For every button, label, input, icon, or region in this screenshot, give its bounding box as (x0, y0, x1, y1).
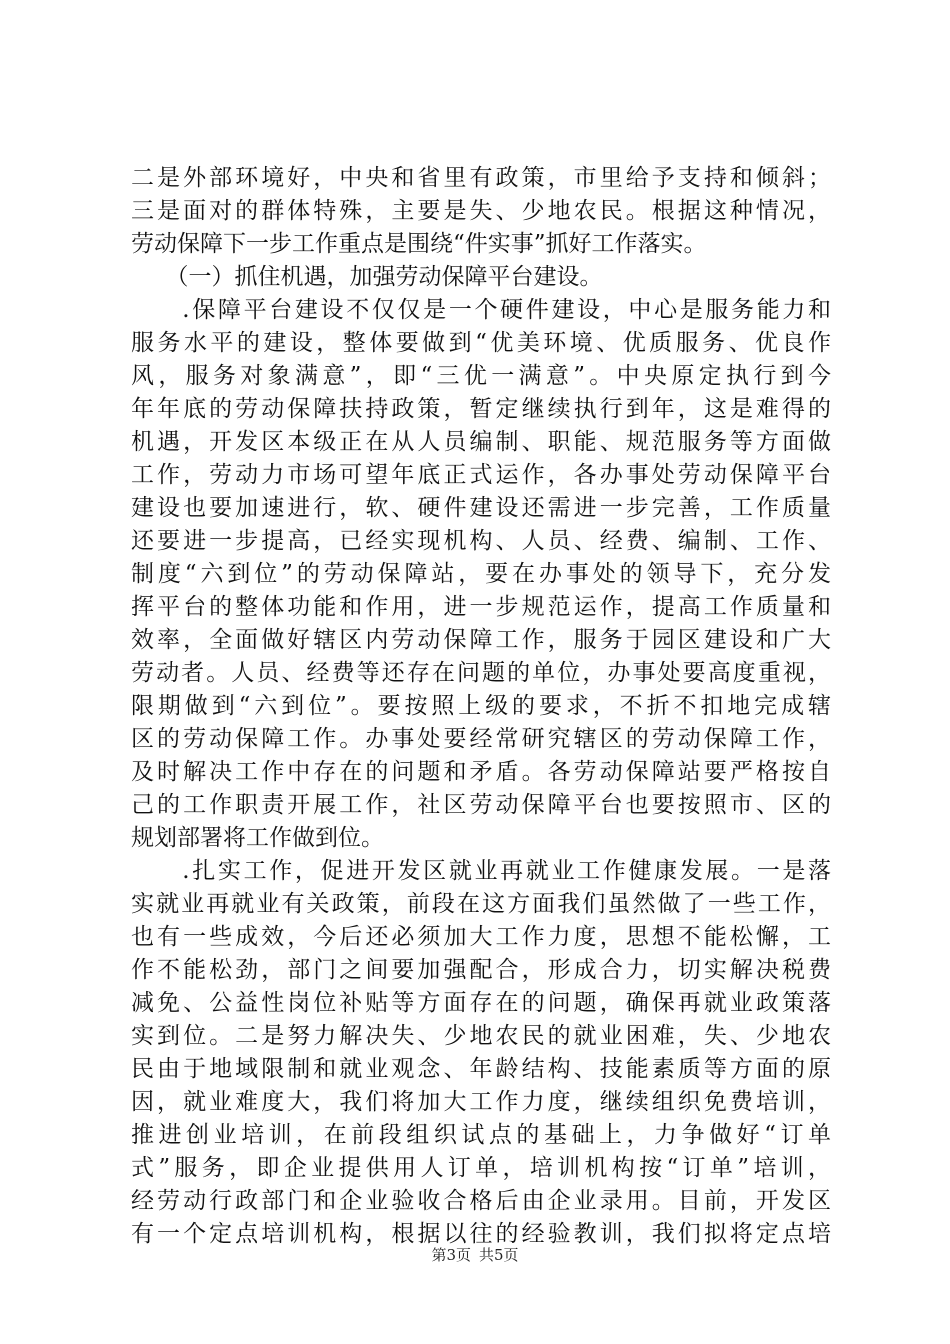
text-line: 工作，劳动力市场可望年底正式运作，各办事处劳动保障平台 (131, 462, 831, 488)
text-line: 及时解决工作中存在的问题和矛盾。各劳动保障站要严格按自 (131, 759, 831, 785)
text-line: 劳动保障下一步工作重点是围绕“件实事”抓好工作落实。 (131, 231, 707, 257)
text-line: 服务水平的建设，整体要做到“优美环境、优质服务、优良作 (131, 330, 831, 356)
text-line: 劳动者。人员、经费等还存在问题的单位，办事处要高度重视， (131, 660, 831, 686)
page-footer (0, 1245, 950, 1265)
text-line: 区的劳动保障工作。办事处要经常研究辖区的劳动保障工作， (131, 726, 831, 752)
text-line: 风，服务对象满意”，即“三优一满意”。中央原定执行到今 (131, 363, 831, 389)
text-line: 推进创业培训，在前段组织试点的基础上，力争做好“订单 (131, 1122, 831, 1148)
text-line: 己的工作职责开展工作，社区劳动保障平台也要按照市、区的 (131, 792, 831, 818)
text-line: 有一个定点培训机构，根据以往的经验教训，我们拟将定点培 (131, 1221, 831, 1247)
text-line: 挥平台的整体功能和作用，进一步规范运作，提高工作质量和 (131, 594, 831, 620)
text-line: 经劳动行政部门和企业验收合格后由企业录用。目前，开发区 (131, 1188, 831, 1214)
text-line: 实到位。二是努力解决失、少地农民的就业困难，失、少地农 (131, 1023, 831, 1049)
text-line: 制度“六到位”的劳动保障站，要在办事处的领导下，充分发 (131, 561, 831, 587)
text-line: 二是外部环境好，中央和省里有政策，市里给予支持和倾斜； (131, 165, 831, 191)
text-line: 因，就业难度大，我们将加大工作力度，继续组织免费培训， (131, 1089, 831, 1115)
text-line: 还要进一步提高，已经实现机构、人员、经费、编制、工作、 (131, 528, 831, 554)
text-line: 限期做到“六到位”。要按照上级的要求，不折不扣地完成辖 (131, 693, 831, 719)
text-line: 式”服务，即企业提供用人订单，培训机构按“订单”培训， (131, 1155, 831, 1181)
text-line: 效率，全面做好辖区内劳动保障工作，服务于园区建设和广大 (131, 627, 831, 653)
text-line: 三是面对的群体特殊，主要是失、少地农民。根据这种情况， (131, 198, 831, 224)
text-line: 建设也要加速进行，软、硬件建设还需进一步完善，工作质量 (131, 495, 831, 521)
text-line: .保障平台建设不仅仅是一个硬件建设，中心是服务能力和 (131, 297, 831, 323)
section-heading: （一）抓住机遇，加强劳动保障平台建设。 (131, 264, 603, 290)
text-line: 民由于地域限制和就业观念、年龄结构、技能素质等方面的原 (131, 1056, 831, 1082)
text-line: 年年底的劳动保障扶持政策，暂定继续执行到年，这是难得的 (131, 396, 831, 422)
document-body (131, 162, 831, 1251)
page-total: 共5页 (479, 1246, 519, 1264)
text-line: .扎实工作，促进开发区就业再就业工作健康发展。一是落 (131, 858, 831, 884)
text-line: 实就业再就业有关政策，前段在这方面我们虽然做了一些工作， (131, 891, 831, 917)
text-line: 规划部署将工作做到位。 (131, 825, 384, 851)
text-line: 也有一些成效，今后还必须加大工作力度，思想不能松懈，工 (131, 924, 831, 950)
page-number: 第3页 (431, 1246, 471, 1264)
text-line: 作不能松劲，部门之间要加强配合，形成合力，切实解决税费 (131, 957, 831, 983)
text-line: 机遇，开发区本级正在从人员编制、职能、规范服务等方面做 (131, 429, 831, 455)
text-line: 减免、公益性岗位补贴等方面存在的问题，确保再就业政策落 (131, 990, 831, 1016)
